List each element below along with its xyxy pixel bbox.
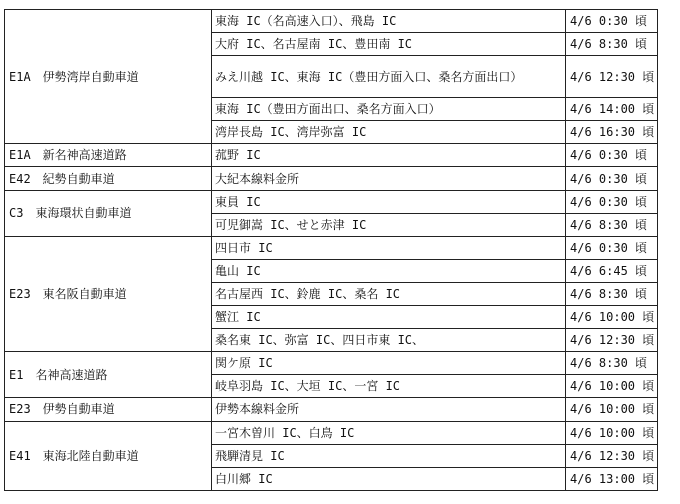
section-cell: 可児御嵩 IC、せと赤津 IC: [212, 213, 566, 236]
time-cell: 4/6 0:30 頃: [566, 190, 658, 213]
section-cell: 東海 IC（名高速入口）、飛島 IC: [212, 10, 566, 33]
road-name-cell: E1 名神高速道路: [5, 352, 212, 398]
table-row: [5, 190, 658, 213]
section-cell: 白川郷 IC: [212, 467, 566, 490]
table-row: [5, 10, 658, 33]
table-row: [5, 398, 658, 421]
road-name-cell: E23 東名阪自動車道: [5, 236, 212, 351]
section-cell: 大紀本線料金所: [212, 167, 566, 190]
section-cell: 東海 IC（豊田方面出口、桑名方面入口）: [212, 98, 566, 121]
table-row: [5, 167, 658, 190]
time-cell: 4/6 8:30 頃: [566, 282, 658, 305]
section-cell: 亀山 IC: [212, 259, 566, 282]
table-row: [5, 421, 658, 444]
road-name-cell: E1A 伊勢湾岸自動車道: [5, 10, 212, 144]
time-cell: 4/6 13:00 頃: [566, 467, 658, 490]
time-cell: 4/6 8:30 頃: [566, 352, 658, 375]
section-cell: 伊勢本線料金所: [212, 398, 566, 421]
time-cell: 4/6 16:30 頃: [566, 121, 658, 144]
time-cell: 4/6 12:30 頃: [566, 444, 658, 467]
road-name-cell: E1A 新名神高速道路: [5, 144, 212, 167]
time-cell: 4/6 12:30 頃: [566, 329, 658, 352]
road-name-cell: C3 東海環状自動車道: [5, 190, 212, 236]
section-cell: 桑名東 IC、弥富 IC、四日市東 IC、: [212, 329, 566, 352]
section-cell: 四日市 IC: [212, 236, 566, 259]
section-cell: 岐阜羽島 IC、大垣 IC、一宮 IC: [212, 375, 566, 398]
time-cell: 4/6 10:00 頃: [566, 306, 658, 329]
time-cell: 4/6 0:30 頃: [566, 144, 658, 167]
section-cell: 関ケ原 IC: [212, 352, 566, 375]
section-cell: 飛騨清見 IC: [212, 444, 566, 467]
section-cell: 菰野 IC: [212, 144, 566, 167]
section-cell: 一宮木曽川 IC、白鳥 IC: [212, 421, 566, 444]
time-cell: 4/6 0:30 頃: [566, 167, 658, 190]
time-cell: 4/6 10:00 頃: [566, 421, 658, 444]
table-row: [5, 236, 658, 259]
time-cell: 4/6 8:30 頃: [566, 33, 658, 56]
time-cell: 4/6 8:30 頃: [566, 213, 658, 236]
section-cell: みえ川越 IC、東海 IC（豊田方面入口、桑名方面出口）: [212, 56, 566, 98]
section-cell: 名古屋西 IC、鈴鹿 IC、桑名 IC: [212, 282, 566, 305]
section-cell: 蟹江 IC: [212, 306, 566, 329]
time-cell: 4/6 10:00 頃: [566, 375, 658, 398]
road-name-cell: E23 伊勢自動車道: [5, 398, 212, 421]
time-cell: 4/6 0:30 頃: [566, 236, 658, 259]
table-row: [5, 352, 658, 375]
closure-schedule-table: [4, 9, 658, 491]
road-name-cell: E41 東海北陸自動車道: [5, 421, 212, 491]
closure-schedule-body: [5, 10, 658, 491]
section-cell: 東員 IC: [212, 190, 566, 213]
section-cell: 湾岸長島 IC、湾岸弥富 IC: [212, 121, 566, 144]
time-cell: 4/6 6:45 頃: [566, 259, 658, 282]
time-cell: 4/6 10:00 頃: [566, 398, 658, 421]
time-cell: 4/6 12:30 頃: [566, 56, 658, 98]
section-cell: 大府 IC、名古屋南 IC、豊田南 IC: [212, 33, 566, 56]
table-row: [5, 144, 658, 167]
time-cell: 4/6 0:30 頃: [566, 10, 658, 33]
road-name-cell: E42 紀勢自動車道: [5, 167, 212, 190]
time-cell: 4/6 14:00 頃: [566, 98, 658, 121]
